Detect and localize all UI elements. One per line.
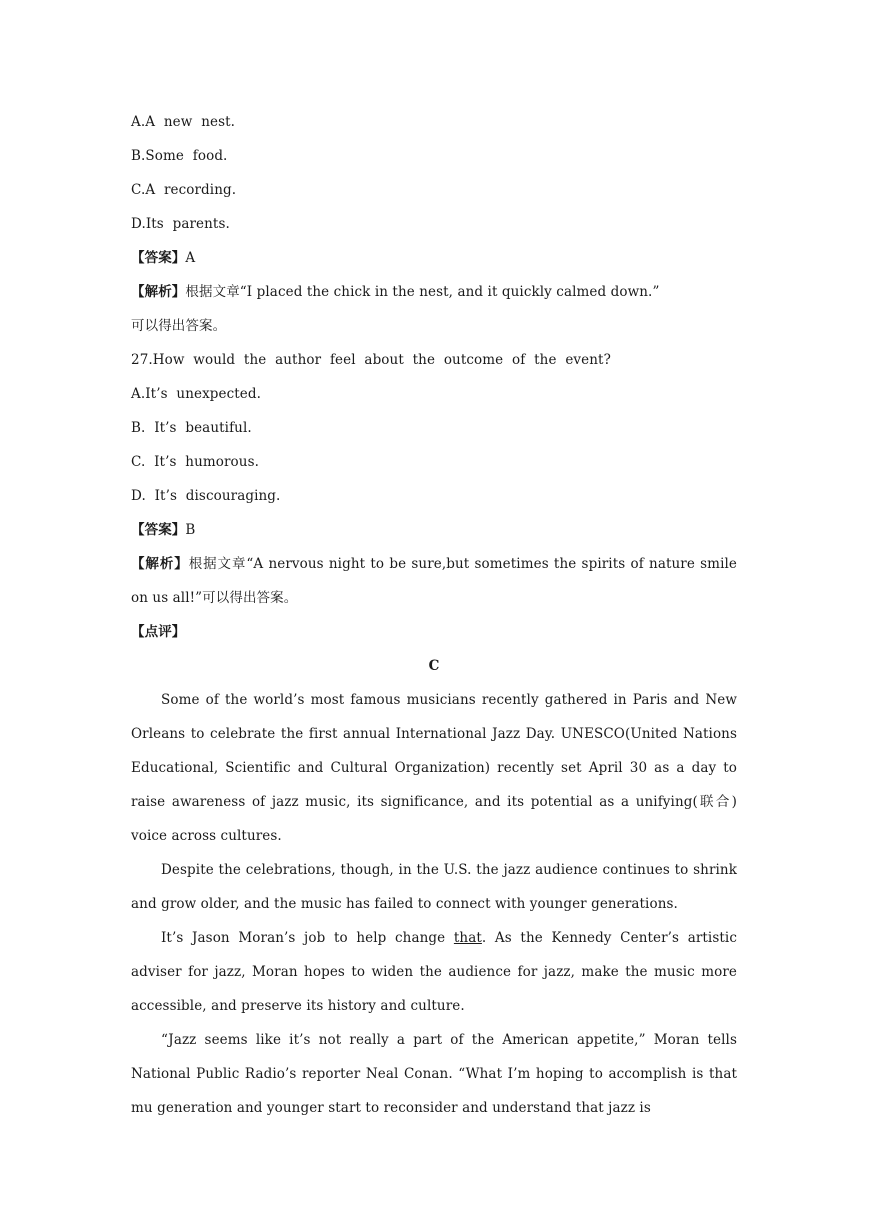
section-heading: C	[428, 658, 440, 674]
paragraph-text: . As the Kennedy Center’s artistic adviser for jazz, Moran hopes to widen the audience for jazz, make the music more accessible, and preserve its history and culture.	[131, 930, 737, 1014]
analysis-tag: 【解析】	[131, 556, 189, 572]
option-b: B.Some food.	[131, 148, 228, 164]
analysis-continuation: 可以得出答案。	[131, 318, 227, 334]
comment-line	[131, 620, 737, 654]
passage-paragraph-1: Some of the world’s most famous musicians recently gathered in Paris and New Orleans to celebrate the first annual International Jazz Day. UNESCO(United Nations Educational, Scientific and Cultural Organization) recently set April 30 as a day to raise awareness of jazz music, its significance, and its potential as a unifying(联合) voice across cultures.	[131, 692, 737, 844]
option-c: C.A recording.	[131, 182, 237, 198]
q27-option-a: A.It’s unexpected.	[131, 386, 262, 402]
underlined-word: that	[453, 930, 482, 946]
paragraph-text: It’s Jason Moran’s job to help change	[161, 930, 454, 946]
question-27: 27.How would the author feel about the outcome of the event?	[131, 352, 611, 368]
option-a: A.A new nest.	[131, 114, 236, 130]
analysis-text: 根据文章“I placed the chick in the nest, and it quickly calmed down.”	[185, 284, 660, 300]
answer-tag: 【答案】	[131, 250, 186, 266]
passage-paragraph-3	[131, 921, 737, 1023]
analysis-text: 根据文章“A nervous night to be sure,but sometimes the spirits of nature smile on us all!”可以得出答案。	[131, 556, 737, 606]
answer-value: A	[185, 250, 196, 266]
comment-tag: 【点评】	[131, 624, 186, 640]
analysis-tag: 【解析】	[131, 284, 186, 300]
q27-option-c: C. It’s humorous.	[131, 454, 259, 470]
answer-value: B	[185, 522, 196, 538]
answer-tag: 【答案】	[131, 522, 186, 538]
passage-paragraph-2: Despite the celebrations, though, in the U.S. the jazz audience continues to shrink and grow older, and the music has failed to connect with younger generations.	[131, 862, 737, 912]
option-d: D.Its parents.	[131, 216, 230, 232]
document-page	[131, 110, 737, 1125]
q27-option-b: B. It’s beautiful.	[131, 420, 252, 436]
q27-option-d: D. It’s discouraging.	[131, 488, 281, 504]
passage-paragraph-4: “Jazz seems like it’s not really a part of the American appetite,” Moran tells National Public Radio’s reporter Neal Conan. “What I’m hoping to accomplish is that mu generation and younger start to reconsider and understand that jazz is	[131, 1032, 737, 1116]
q27-analysis	[131, 547, 737, 615]
answer-line	[131, 246, 737, 280]
analysis-line	[131, 280, 737, 314]
